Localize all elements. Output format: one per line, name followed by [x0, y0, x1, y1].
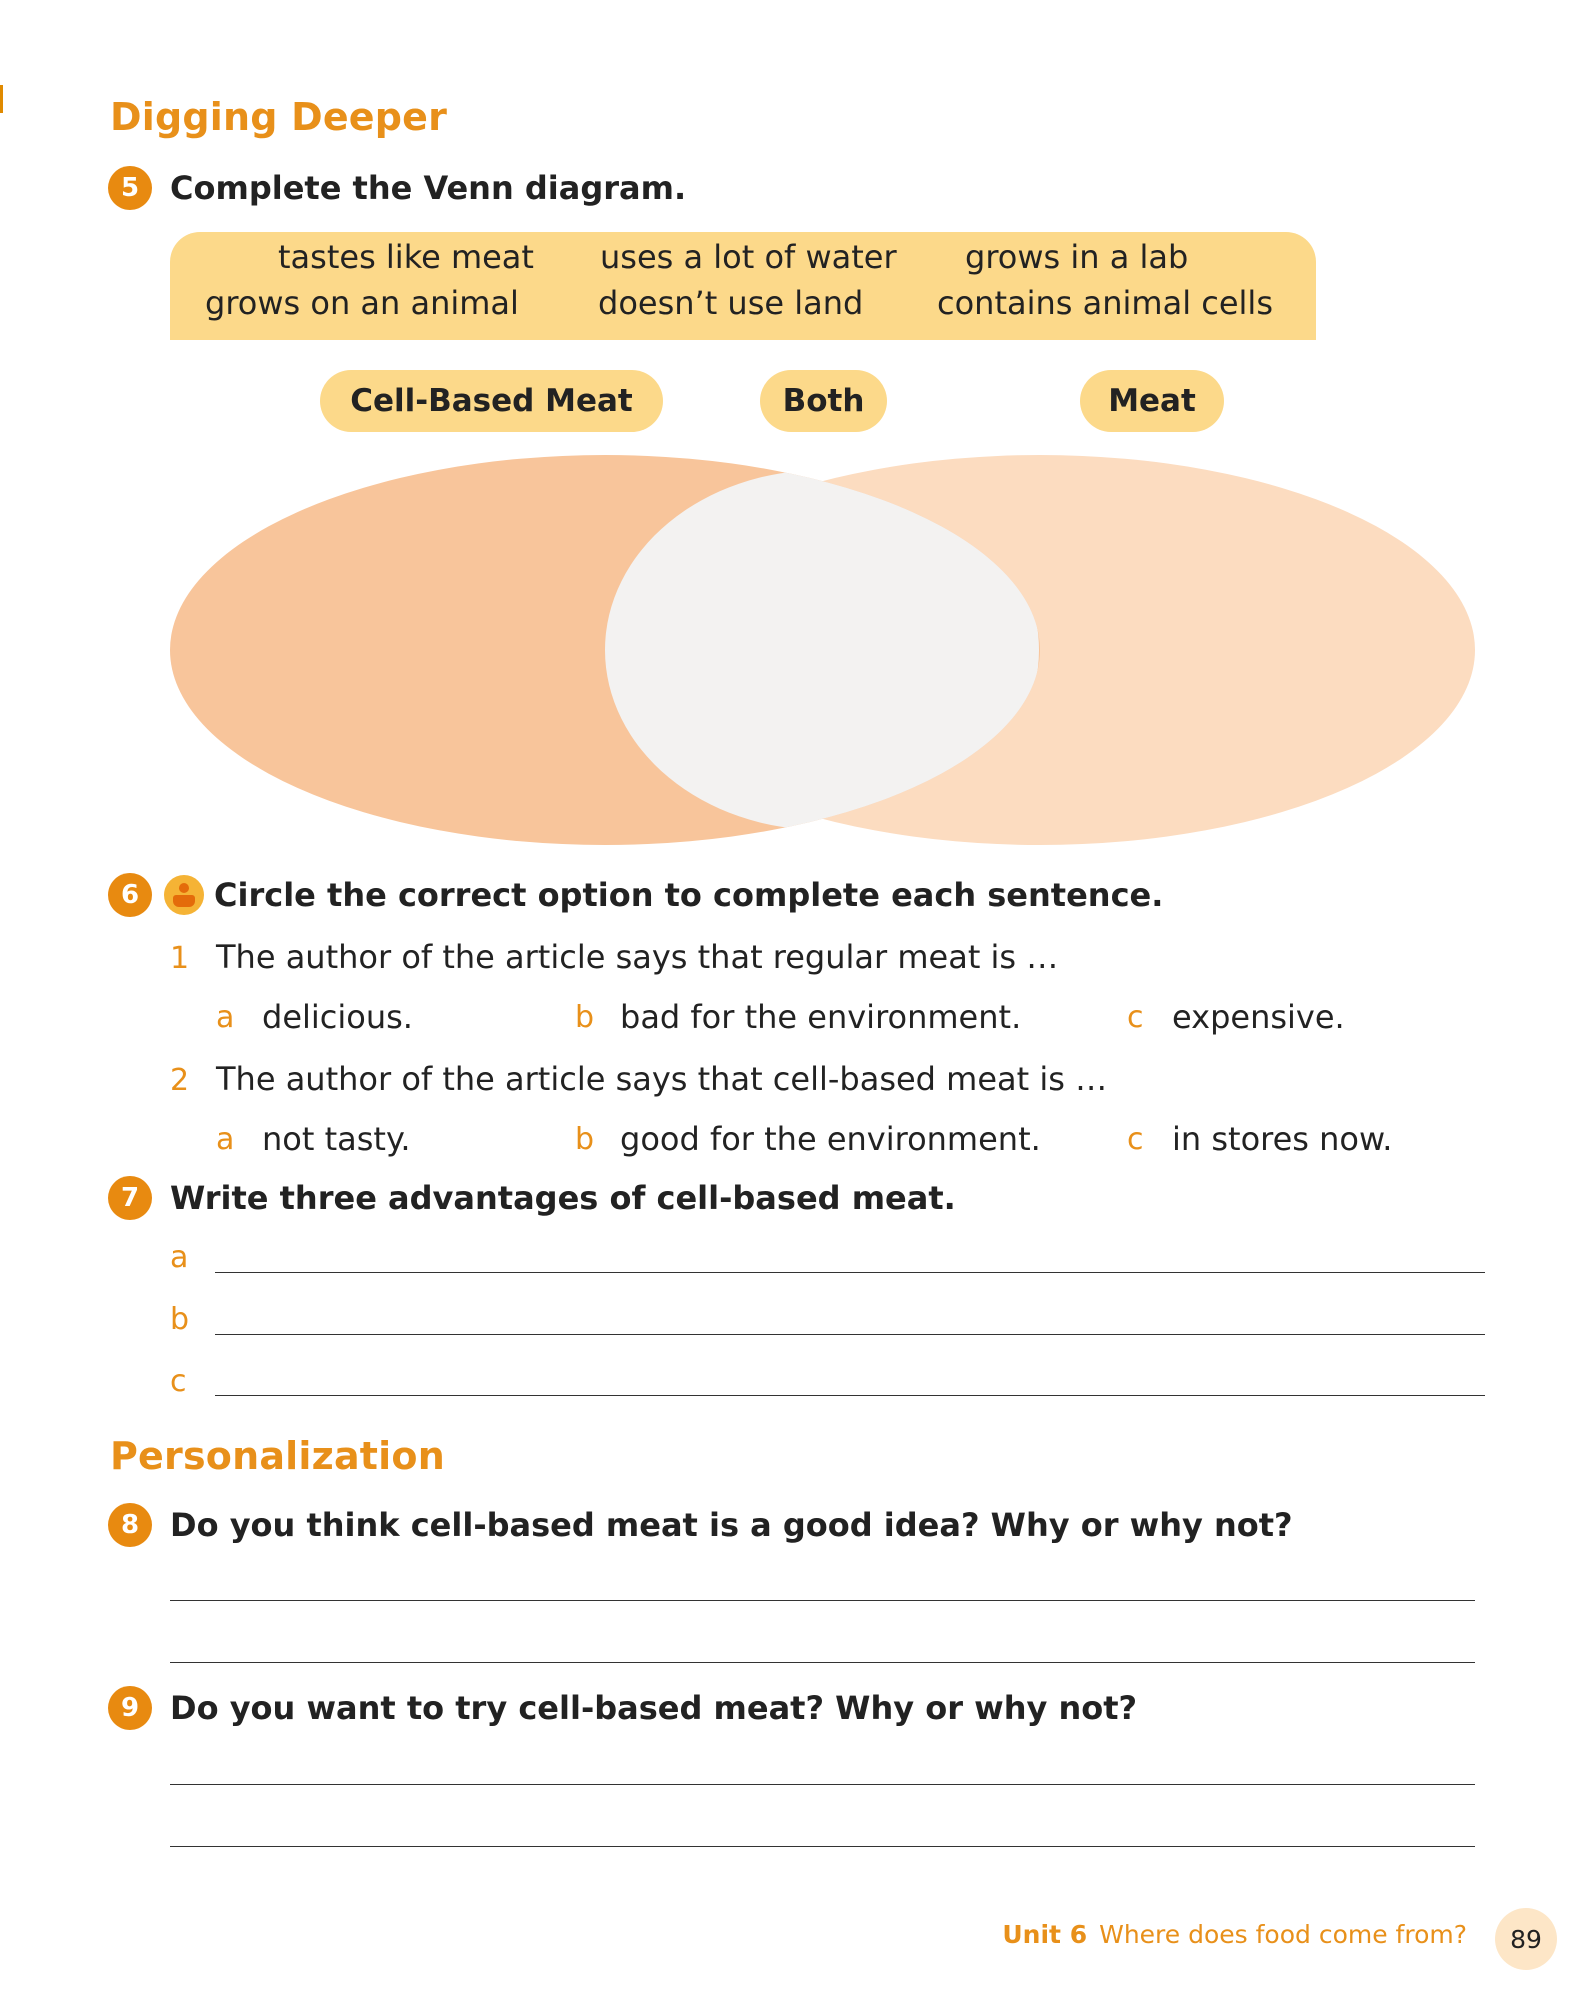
footer-title: Where does food come from? — [1099, 1920, 1467, 1949]
item-index: 2 — [170, 1063, 190, 1098]
word-bank-item: contains animal cells — [937, 284, 1273, 322]
option-expensive[interactable]: expensive. — [1172, 998, 1345, 1036]
option-letter: c — [1127, 1000, 1144, 1035]
venn-label-meat: Meat — [1080, 370, 1224, 432]
question-instruction: Circle the correct option to complete each sentence. — [214, 876, 1164, 914]
answer-line-a[interactable] — [215, 1272, 1485, 1273]
answer-line-label: c — [170, 1364, 187, 1399]
option-good-for-environment[interactable]: good for the environment. — [620, 1120, 1041, 1158]
answer-line-q8-2[interactable] — [170, 1662, 1475, 1663]
option-letter: c — [1127, 1122, 1144, 1157]
q6-item-1 — [170, 938, 1058, 976]
word-bank-item: uses a lot of water — [600, 238, 897, 276]
question-instruction: Complete the Venn diagram. — [170, 169, 687, 207]
option-letter: b — [575, 1000, 595, 1035]
item-sentence: The author of the article says that cell-based meat is … — [216, 1060, 1108, 1098]
question-number: 7 — [108, 1176, 152, 1220]
item-index: 1 — [170, 941, 190, 976]
option-letter: a — [216, 1122, 235, 1157]
question-number: 9 — [108, 1686, 152, 1730]
option-not-tasty[interactable]: not tasty. — [262, 1120, 411, 1158]
word-bank — [170, 232, 1316, 340]
answer-line-q9-2[interactable] — [170, 1846, 1475, 1847]
word-bank-item: tastes like meat — [278, 238, 534, 276]
answer-line-b[interactable] — [215, 1334, 1485, 1335]
question-6 — [108, 873, 1163, 917]
footer-unit: Unit 6 — [1002, 1920, 1088, 1949]
answer-line-q8-1[interactable] — [170, 1600, 1475, 1601]
question-9 — [108, 1686, 1137, 1730]
answer-line-c[interactable] — [215, 1395, 1485, 1396]
option-letter: a — [216, 1000, 235, 1035]
question-instruction: Write three advantages of cell-based meat. — [170, 1179, 956, 1217]
section-heading-digging-deeper: Digging Deeper — [110, 95, 448, 139]
word-bank-item: grows in a lab — [965, 238, 1189, 276]
word-bank-item: grows on an animal — [205, 284, 519, 322]
question-instruction: Do you think cell-based meat is a good idea? Why or why not? — [170, 1506, 1293, 1544]
reading-icon — [164, 875, 204, 915]
page-number: 89 — [1495, 1908, 1557, 1970]
section-heading-personalization: Personalization — [110, 1434, 445, 1478]
page-footer — [1002, 1920, 1467, 1949]
question-8 — [108, 1503, 1293, 1547]
word-bank-item: doesn’t use land — [598, 284, 864, 322]
option-delicious[interactable]: delicious. — [262, 998, 413, 1036]
question-5 — [108, 166, 686, 210]
q6-item-2 — [170, 1060, 1107, 1098]
margin-marker — [0, 85, 3, 113]
answer-line-label: a — [170, 1240, 189, 1275]
option-in-stores-now[interactable]: in stores now. — [1172, 1120, 1393, 1158]
question-number: 5 — [108, 166, 152, 210]
option-bad-for-environment[interactable]: bad for the environment. — [620, 998, 1022, 1036]
question-number: 6 — [108, 873, 152, 917]
venn-label-both: Both — [760, 370, 887, 432]
venn-diagram — [170, 455, 1475, 845]
question-instruction: Do you want to try cell-based meat? Why or why not? — [170, 1689, 1138, 1727]
answer-line-label: b — [170, 1302, 190, 1337]
question-7 — [108, 1176, 956, 1220]
answer-line-q9-1[interactable] — [170, 1784, 1475, 1785]
item-sentence: The author of the article says that regular meat is … — [216, 938, 1059, 976]
venn-label-cell-based-meat: Cell-Based Meat — [320, 370, 663, 432]
option-letter: b — [575, 1122, 595, 1157]
question-number: 8 — [108, 1503, 152, 1547]
